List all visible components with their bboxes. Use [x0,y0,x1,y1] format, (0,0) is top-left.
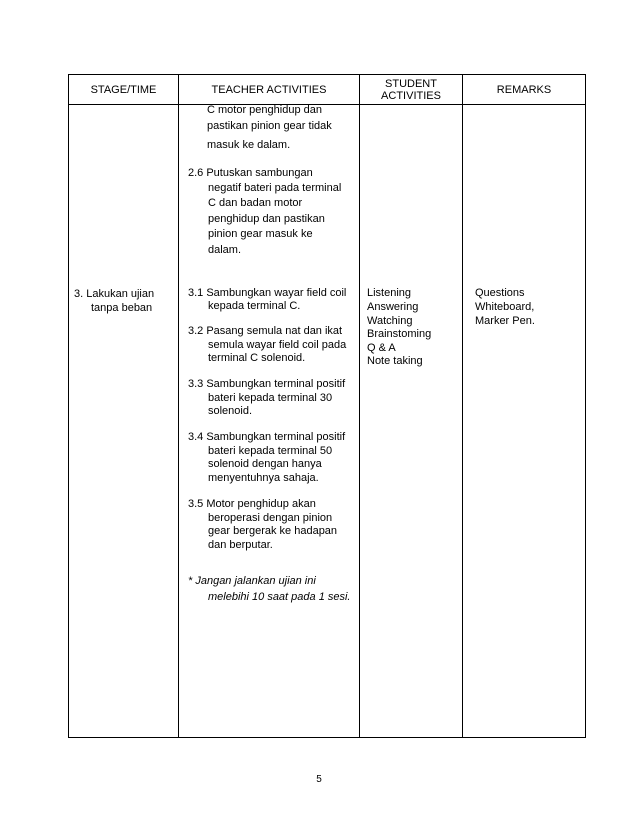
teacher-line: terminal C solenoid. [208,352,306,364]
teacher-line: solenoid. [208,405,253,417]
stage-label-line: 3. Lakukan ujian [74,288,155,300]
teacher-line: 3.1 Sambungkan wayar field coil [188,287,347,299]
header-teacher-activities: TEACHER ACTIVITIES [211,83,327,96]
stage-label-line: tanpa beban [91,302,153,314]
column-divider [462,75,463,737]
column-divider [178,75,179,737]
teacher-line: dalam. [208,244,242,256]
teacher-line: dan berputar. [208,539,273,551]
teacher-line: 3.3 Sambungkan terminal positif [188,378,346,390]
student-activity: Note taking [367,355,423,367]
teacher-line: negatif bateri pada terminal [208,182,342,194]
teacher-line: menyentuhnya sahaja. [208,472,319,484]
teacher-line: gear bergerak ke hadapan [208,525,338,537]
student-activity: Brainstoming [367,328,432,340]
teacher-line: C dan badan motor [208,197,303,209]
student-activity: Answering [367,301,419,313]
remark-item: Questions [475,287,525,299]
teacher-line: C motor penghidup dan [207,104,322,116]
teacher-line: bateri kepada terminal 50 [208,445,333,457]
teacher-line: masuk ke dalam. [207,139,291,151]
teacher-note-line: melebihi 10 saat pada 1 sesi. [208,591,351,603]
teacher-line: 3.2 Pasang semula nat dan ikat [188,325,343,337]
teacher-line: solenoid dengan hanya [208,458,322,470]
student-activity: Watching [367,315,413,327]
teacher-line: pastikan pinion gear tidak [207,120,332,132]
teacher-line: bateri kepada terminal 30 [208,392,333,404]
header-student-activities: STUDENT ACTIVITIES [381,77,441,102]
table-header-row [69,75,585,105]
header-remarks: REMARKS [496,83,552,96]
teacher-line: 3.5 Motor penghidup akan [188,498,316,510]
remark-item: Marker Pen. [475,315,535,327]
teacher-line: 2.6 Putuskan sambungan [188,167,313,179]
student-activity: Q & A [367,342,396,354]
student-activity: Listening [367,287,412,299]
page-number: 5 [316,774,322,785]
teacher-note-line: * Jangan jalankan ujian ini [188,575,316,587]
header-stage-time: STAGE/TIME [90,83,157,96]
teacher-line: pinion gear masuk ke [208,228,313,240]
teacher-line: semula wayar field coil pada [208,339,347,351]
teacher-line: beroperasi dengan pinion [208,512,333,524]
teacher-line: penghidup dan pastikan [208,213,325,225]
lesson-plan-table [68,74,586,738]
remark-item: Whiteboard, [475,301,535,313]
column-divider [359,75,360,737]
teacher-line: 3.4 Sambungkan terminal positif [188,431,346,443]
teacher-line: kepada terminal C. [208,300,301,312]
